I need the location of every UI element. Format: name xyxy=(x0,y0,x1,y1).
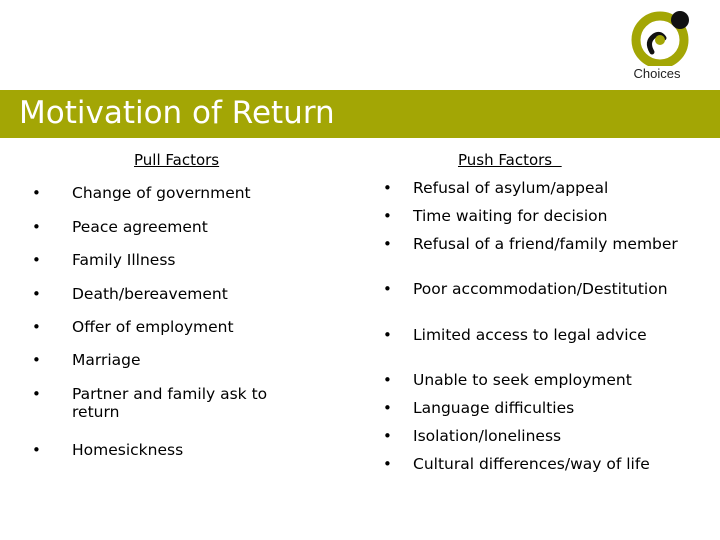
bullet-icon: • xyxy=(383,207,392,225)
pull-factors-heading: Pull Factors xyxy=(134,151,220,169)
bullet-icon: • xyxy=(32,251,41,269)
bullet-icon: • xyxy=(32,318,41,336)
bullet-icon: • xyxy=(383,235,392,253)
bullet-icon: • xyxy=(383,280,392,298)
bullet-icon: • xyxy=(32,441,41,459)
bullet-icon: • xyxy=(32,385,41,403)
slide-title: Motivation of Return xyxy=(19,95,335,131)
logo-label: Choices xyxy=(633,66,681,81)
bullet-icon: • xyxy=(32,285,41,303)
bullet-icon: • xyxy=(383,179,392,197)
bullet-icon: • xyxy=(383,455,392,473)
bullet-icon: • xyxy=(32,184,41,202)
bullet-icon: • xyxy=(32,218,41,236)
title-bar xyxy=(0,90,720,138)
choices-logo-icon xyxy=(624,10,696,66)
bullet-icon: • xyxy=(32,351,41,369)
bullet-icon: • xyxy=(383,326,392,344)
bullet-icon: • xyxy=(383,399,392,417)
bullet-icon: • xyxy=(383,427,392,445)
bullet-icon: • xyxy=(383,371,392,389)
push-factors-heading: Push Factors xyxy=(458,151,562,169)
